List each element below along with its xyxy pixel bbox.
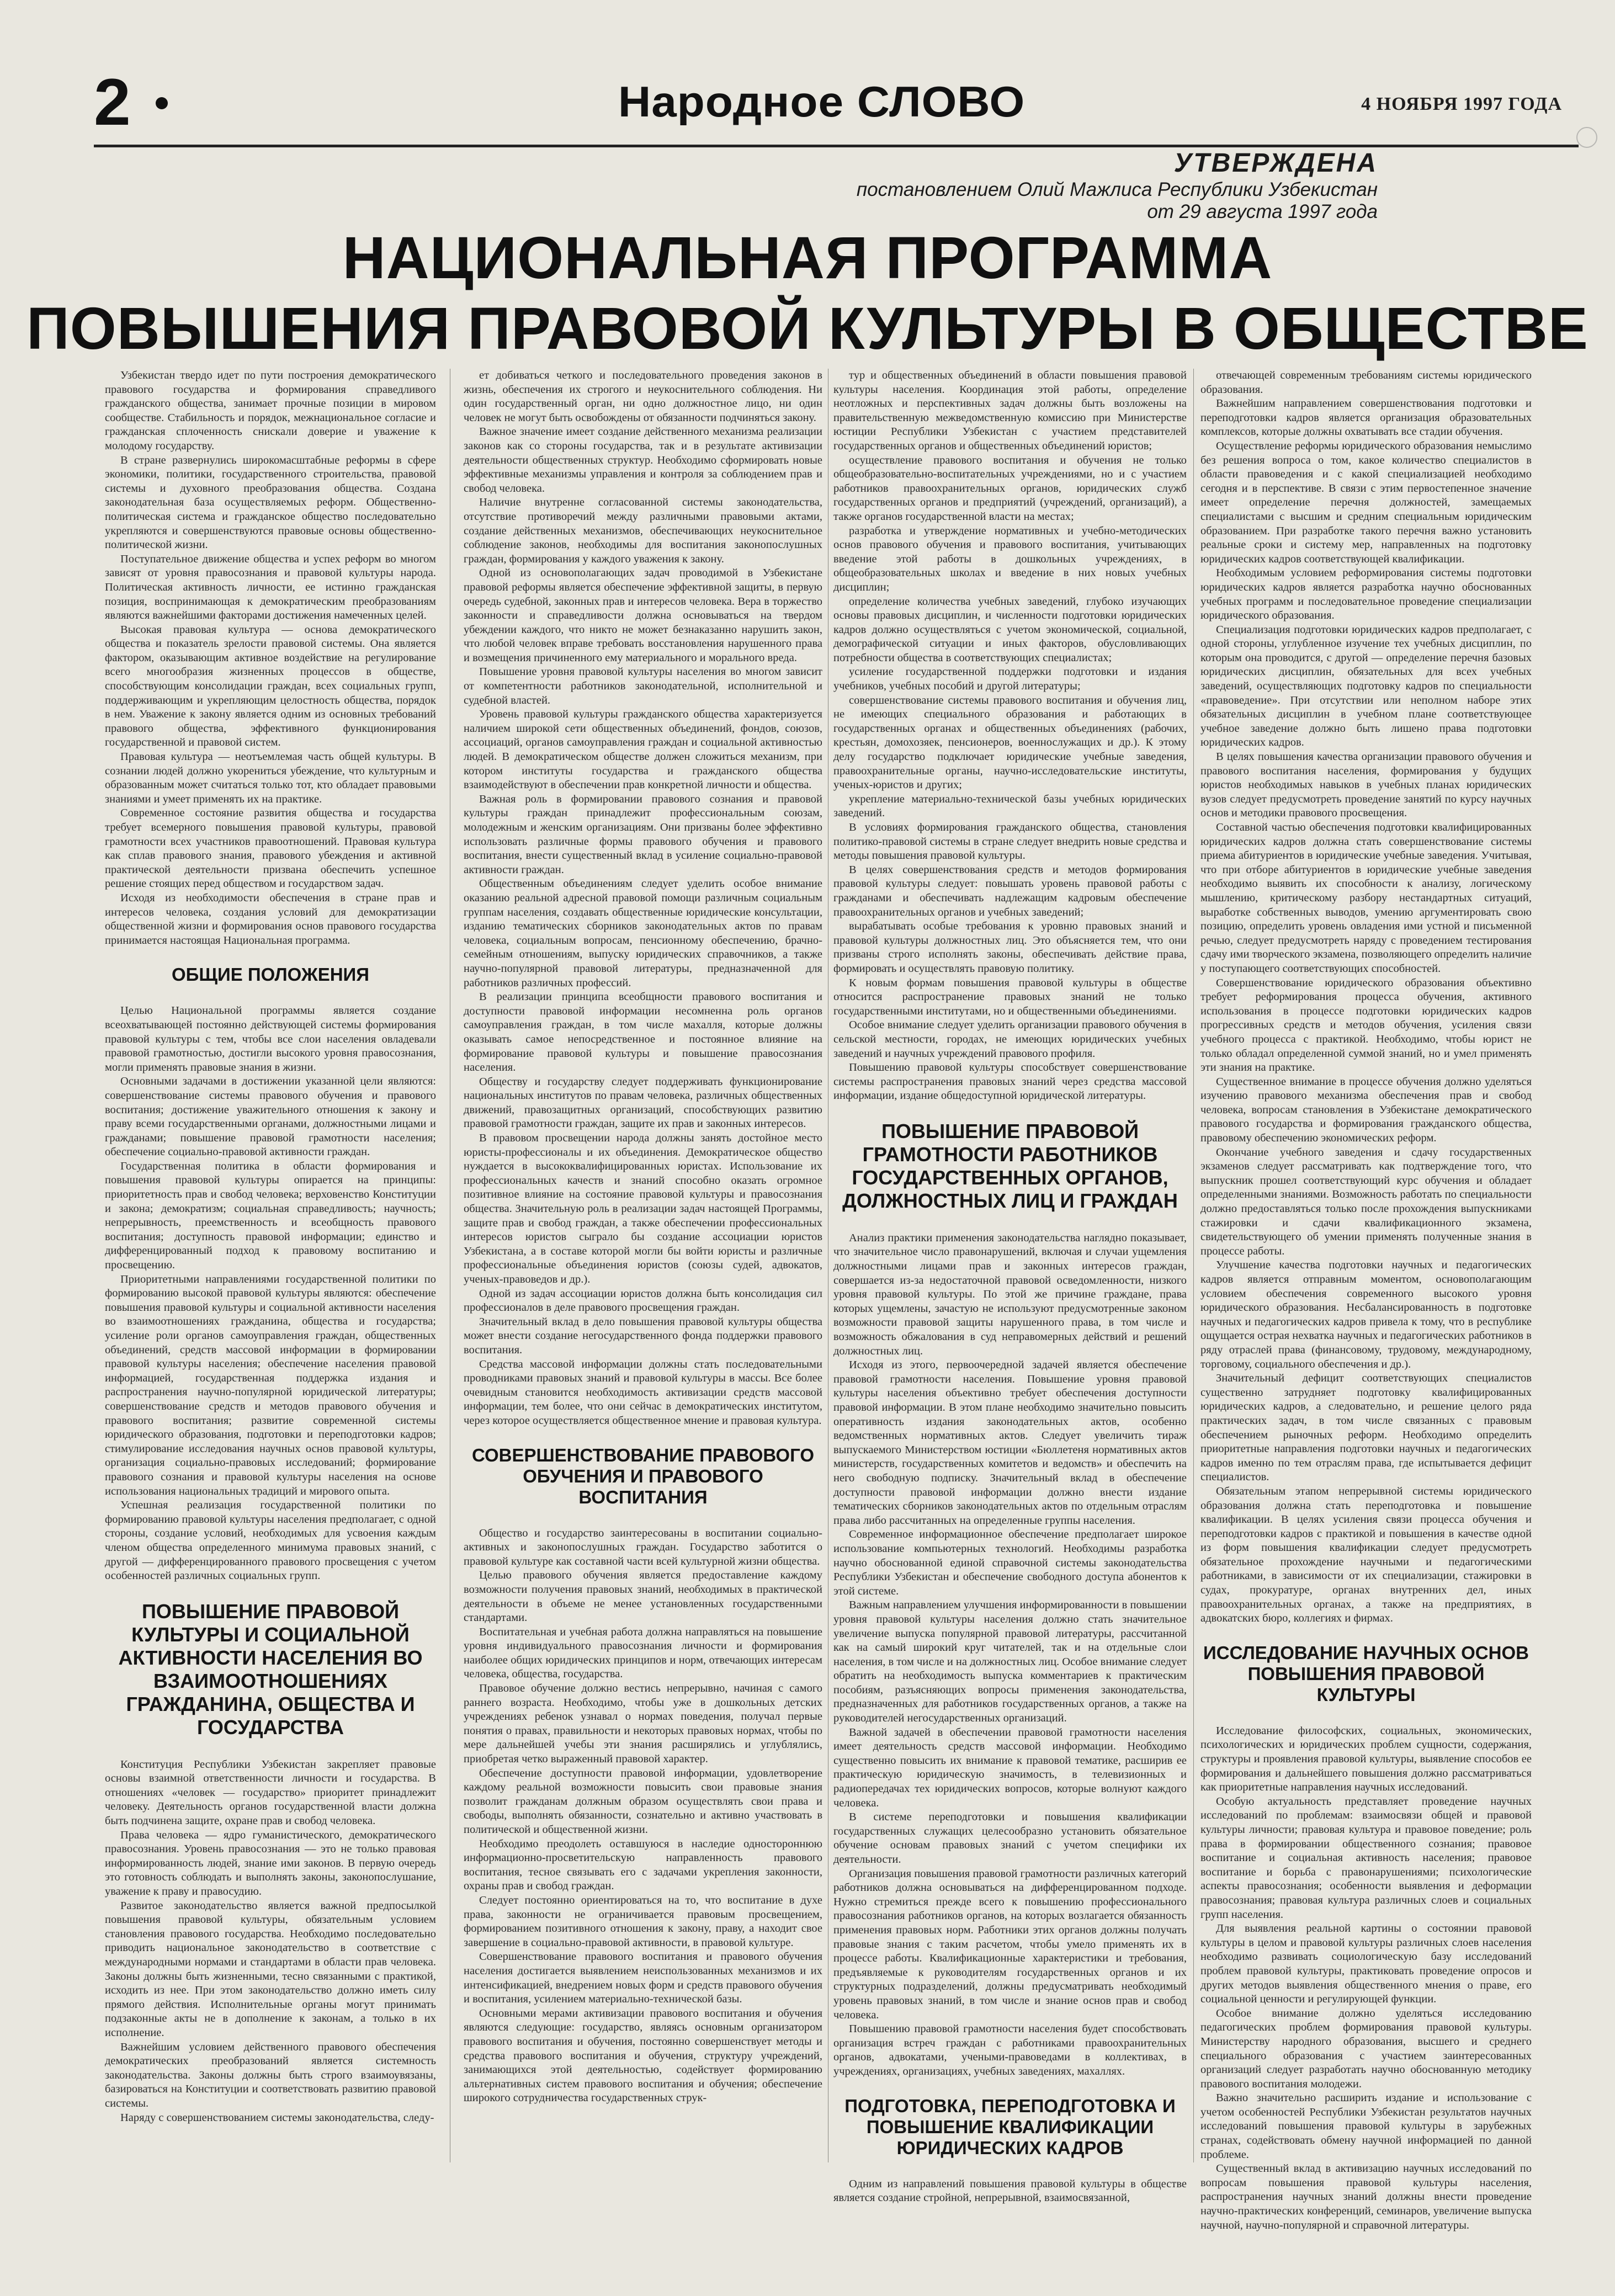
paragraph: Наличие внутренне согласованной системы законодательства, отсутствие противоречий между различными правовыми актами, создание действенных механизмов, обеспечивающих неукоснительное соблюдение законов, необходимы для воспитания законопослушных граждан, формирования у каждого уважения к закону. xyxy=(464,496,822,565)
approval-title: УТВЕРЖДЕНА xyxy=(1173,148,1378,178)
paragraph: Для выявления реальной картины о состоянии правовой культуры в целом и правовой культуры различных слоев населения необходимо развивать социологическую базу исследований проблем правовой культуры, практиковать проведение опросов и других методов выявления общественного мнения о праве, его социальной ценности и регулирующей функции. xyxy=(1200,1922,1532,2006)
paragraph: В правовом просвещении народа должны занять достойное место юристы-профессионалы и их объединения. Демократическое общество нуждается в высококвалифицированных юристах. Использование их профессиональных качеств и знаний способно оказать огромное позитивное влияние на состояние правовой культуры и правосознания общества. Значительную роль в реализации задач настоящей Программы, защите прав и свобод граждан, а также обеспечении профессиональных интересов юристов сыграло бы создание ассоциации юристов Узбекистана, а в составе которой могли бы войти юристы и различные профессиональные объединения юристов (союзы судей, адвокатов, ученых-правоведов и др.). xyxy=(464,1132,822,1285)
paragraph: Целью Национальной программы является создание всеохватывающей постоянно действующей системы формирования правовой культуры с тем, чтобы все слои населения овладевали правовой грамотностью, достигли высокого уровня правосознания, могли применять правовые знания в жизни. xyxy=(105,1005,436,1073)
paragraph: Уровень правовой культуры гражданского общества характеризуется наличием широкой сети общественных объединений, фондов, союзов, ассоциаций, органов самоуправления граждан и социальной активностью людей. В демократическом обществе должен сложиться механизм, при котором институты государства и гражданского общества взаимодействуют в обеспечении прав конкретной личности и общества. xyxy=(464,708,822,791)
paragraph: Воспитательная и учебная работа должна направляться на повышение уровня индивидуального правосознания личности и формирования наиболее общих юридических принципов и норм, отвечающих интересам человека, общества, государства. xyxy=(464,1625,822,1681)
column-1 xyxy=(105,369,436,2190)
headline-line-1: НАЦИОНАЛЬНАЯ ПРОГРАММА xyxy=(342,224,1273,291)
paragraph: Государственная политика в области формирования и повышения правовой культуры опирается на принципы: приоритетность прав и свобод человека; верховенство Конституции и закона; демократизм; социальная справедливость; научность; непрерывность, преемственность и всеобщность правового воспитания; доступность правовой информации; единство и дифференцированный подход к правовому воспитанию и просвещению. xyxy=(105,1160,436,1272)
paragraph: Повышению правовой грамотности населения будет способствовать организация встреч граждан с работниками правоохранительных органов, адвокатами, учеными-правоведами в коллективах, в учреждениях, организациях, учебных заведениях, махаллях. xyxy=(833,2023,1187,2077)
paragraph: Основными задачами в достижении указанной цели являются: совершенствование системы правового обучения и правового воспитания; достижение уважительного отношения к закону и праву всеми государственными органами, должностными лицами и гражданами; повышение правовой грамотности населения; обеспечение социально-правовой активности граждан. xyxy=(105,1075,436,1158)
margin-mark xyxy=(1576,127,1597,148)
paragraph: В целях повышения качества организации правового обучения и правового воспитания населения, формирования у будущих юристов необходимых навыков в учебных планах юридических вузов следует предусмотреть проведение занятий по курсу научных основ и методики правового просвещения. xyxy=(1200,751,1532,820)
paragraph: Исходя из необходимости обеспечения в стране прав и интересов человека, создания условий для демократизации общественной жизни и формирования основ правового государства принимается настоящая Национальная программа. xyxy=(105,891,436,947)
paragraph: определение количества учебных заведений, глубоко изучающих основы правовых дисциплин, и численности подготовки юридических кадров должно осуществляться с учетом экономической, социальной, демографической ситуации и иных факторов, обусловливающих потребности общества в соответствующих специалистах; xyxy=(833,595,1187,664)
paragraph: отвечающей современным требованиям системы юридического образования. xyxy=(1200,369,1532,396)
column-4 xyxy=(1200,369,1532,2231)
paragraph: Существенное внимание в процессе обучения должно уделяться изучению правового механизма обеспечения прав и свобод человека, вопросам становления в Узбекистане демократического правового государства и формирования гражданского общества, правовому обеспечению экономических реформ. xyxy=(1200,1075,1532,1145)
paragraph: Совершенствование юридического образования объективно требует реформирования процесса обучения, активного использования в процессе подготовки юридических кадров прогрессивных средств и методов обучения, усиления связи учебного процесса с практикой. Необходимо, чтобы юрист не только обладал определенной суммой знаний, но и умел применять эти знания на практике. xyxy=(1200,976,1532,1074)
newspaper-title: Народное СЛОВО xyxy=(618,77,1026,126)
paragraph: Организация повышения правовой грамотности различных категорий работников должна основываться на дифференцированном подходе. Нужно стремиться прежде всего к повышению профессионального правосознания работников органов, на которых возлагается обязанность применения правовых норм. Работники этих органов должны получать правовые знания с таким расчетом, чтобы умело применять их в процессе работы. Квалификационные характеристики и требования, предъявляемые к руководителям государственных органов и их структурных подразделений, должны предусматривать необходимый уровень правовых знаний, в том числе и знание основ прав и свобод человека. xyxy=(833,1867,1187,2021)
paragraph: Особое внимание следует уделить организации правового обучения в сельской местности, городах, не имеющих юридических учебных заведений и научных учреждений правового профиля. xyxy=(833,1019,1187,1060)
paragraph: совершенствование системы правового воспитания и обучения лиц, не имеющих специального образования и работающих в государственных органах и общественных объединениях (рабочих, крестьян, домохозяек, пенсионеров, военнослужащих и др.). К этому делу государство подключает юридические учебные заведения, правоохранительные органы, научно-исследовательские институты, ученых-юристов и других; xyxy=(833,694,1187,791)
paragraph: Необходимым условием реформирования системы подготовки юридических кадров является разработка научно обоснованных учебных программ и последовательное проведение специализации юридического образования. xyxy=(1200,567,1532,622)
paragraph: Целью правового обучения является предоставление каждому возможности получения правовых знаний, необходимых в практической деятельности в объеме не менее установленных государственными стандартами. xyxy=(464,1569,822,1624)
paragraph: Одним из направлений повышения правовой культуры в обществе является создание стройной, непрерывной, взаимосвязанной, xyxy=(833,2177,1187,2204)
column-3 xyxy=(833,369,1187,2204)
paragraph: Значительный вклад в дело повышения правовой культуры общества может внести создание негосударственного фонда поддержки правового воспитания. xyxy=(464,1315,822,1356)
approval-block xyxy=(660,148,1378,223)
paragraph: Развитое законодательство является важной предпосылкой повышения правовой культуры, обязательным условием становления правового государства. Необходимо последовательно приводить национальное законодательство в соответствие с международными нормами и стандартами в области прав человека. Законы должны быть жизненными, тесно связанными с практикой, исходить из нее. При этом законодательство должно иметь силу прямого действия. Исполнительные органы могут принимать подзаконные акты не в дополнение к законам, а только в их исполнение. xyxy=(105,1899,436,2039)
approval-line-1: постановлением Олий Мажлиса Республики Узбекистан xyxy=(856,179,1378,200)
paragraph: Важным направлением улучшения информированности в повышении уровня правовой культуры населения должно стать значительное увеличение выпуска популярной правовой литературы, рассчитанной как на самый широкий круг читателей, так и на отдельные слои населения, в том числе и на должностных лиц. Особое внимание следует обратить на необходимость выпуска комментариев к практическим пособиям, разъясняющих вопросы применения законодательства, предназначенных для работников государственных органов, а также на руководителей негосударственных организаций. xyxy=(833,1599,1187,1725)
paragraph: Значительный дефицит соответствующих специалистов существенно затрудняет подготовку квалифицированных юридических кадров, а следовательно, и решение целого ряда практических задач, в том числе связанных с правовым обеспечением рыночных реформ. Необходимо определить приоритетные направления подготовки научных и педагогических кадров именно по тем отраслям права, где испытывается дефицит специалистов. xyxy=(1200,1372,1532,1484)
paragraph: Существенный вклад в активизацию научных исследований по вопросам повышения правовой культуры населения, распространения научных знаний должны внести проведение научно-практических конференций, семинаров, увеличение выпуска научной, научно-популярной и справочной литературы. xyxy=(1200,2162,1532,2231)
paragraph: тур и общественных объединений в области повышения правовой культуры населения. Координация этой работы, определение неотложных и перспективных задач должны быть возложены на правительственную межведомственную комиссию при Министерстве юстиции Республики Узбекистан с участием представителей государственных органов и общественных объединений юристов; xyxy=(833,369,1187,452)
section-heading-legal-education: СОВЕРШЕНСТВОВАНИЕ ПРАВОВОГО ОБУЧЕНИЯ И ПРАВОВОГО ВОСПИТАНИЯ xyxy=(471,1444,815,1507)
paragraph: Исследование философских, социальных, экономических, психологических и юридических проблем сущности, содержания, структуры и проявления правовой культуры, выявление способов ее формирования и дальнейшего повышения должно рассматриваться как приоритетные направления научных исследований. xyxy=(1200,1724,1532,1794)
paragraph: Наряду с совершенствованием системы законодательства, следу- xyxy=(120,2111,434,2124)
masthead-rule xyxy=(94,145,1579,147)
paragraph: усиление государственной поддержки подготовки и издания учебников, учебных пособий и другой литературы; xyxy=(833,666,1187,693)
paragraph: Важное значение имеет создание действенного механизма реализации законов как со стороны государства, так и в результате активизации деятельности общественных структур. Необходимо сформировать новые эффективные механизмы управления и контроля за соблюдением прав и свобод человека. xyxy=(464,426,822,495)
paragraph: Права человека — ядро гуманистического, демократического правосознания. Уровень правосознания — это не только правовая информированность людей, знание ими законов. В первую очередь это готовность соблюдать и выполнять законы, законопослушание, уважение к праву и правосудию. xyxy=(105,1829,436,1898)
issue-date: 4 НОЯБРЯ 1997 ГОДА xyxy=(1361,94,1562,114)
paragraph: Правовая культура — неотъемлемая часть общей культуры. В сознании людей должно укорениться убеждение, что культурным и образованным может считаться только тот, кто обладает правовыми знаниями и умеет применять их на практике. xyxy=(105,751,436,805)
section-heading-general-provisions: ОБЩИЕ ПОЛОЖЕНИЯ xyxy=(172,964,369,985)
paragraph: Одной из задач ассоциации юристов должна быть консолидация сил профессионалов в деле правового просвещения граждан. xyxy=(464,1287,822,1314)
paragraph: вырабатывать особые требования к уровню правовых знаний и правовой культуры должностных лиц. Это объясняется тем, что они призваны строго исполнять законы, обеспечивать действие права, формировать и осуществлять правовую политику. xyxy=(833,920,1187,975)
masthead xyxy=(94,66,1562,138)
paragraph: Окончание учебного заведения и сдачу государственных экзаменов следует рассматривать как подтверждение того, что выпускник прошел соответствующий курс обучения и обладает определенными знаниями. Возможность работать по специальности должно предоставляться только после прохождения выпускниками стажировки и сдачи квалификационного экзамена, свидетельствующего об умении применять полученные знания в процессе работы. xyxy=(1200,1146,1532,1257)
paragraph: Современное информационное обеспечение предполагает широкое использование компьютерных технологий. Необходимы разработка научно обоснованной единой справочной системы законодательства Республики Узбекистан и обеспечение свободного доступа абонентов к этой системе. xyxy=(833,1528,1187,1597)
paragraph: Обеспечение доступности правовой информации, удовлетворение каждому реальной возможности повысить свои правовые знания позволит гражданам должным образом осуществлять свои права и свободы, выполнять обязанности, сознательно и активно участвовать в политической и общественной жизни. xyxy=(464,1767,822,1836)
section-heading-scientific-research: ИССЛЕДОВАНИЕ НАУЧНЫХ ОСНОВ ПОВЫШЕНИЯ ПРАВОВОЙ КУЛЬТУРЫ xyxy=(1203,1642,1529,1705)
paragraph: Особое внимание должно уделяться исследованию педагогических проблем формирования правовой культуры. Министерству народного образования, высшего и среднего специального образования с участием заинтересованных организаций следует разработать научно обоснованную методику правового воспитания молодежи. xyxy=(1200,2007,1532,2090)
headline-line-2: ПОВЫШЕНИЯ ПРАВОВОЙ КУЛЬТУРЫ В ОБЩЕСТВЕ xyxy=(26,295,1589,362)
paragraph: Важнейшим условием действенного правового обеспечения демократических преобразований является системность законодательства. Законы должны быть строго взаимоувязаны, базироваться на Конституции и соответствовать развитию правовой системы. xyxy=(105,2040,436,2109)
paragraph: Общественным объединениям следует уделить особое внимание оказанию реальной адресной правовой помощи различным социальным группам населения, создавать общественные юридические консультации, изданию тематических сборников законодательных актов по правам человека, социальным вопросам, пенсионному обеспечению, брачно-семейным отношениям, выпуску юридических справочников, а также научно-популярной правовой литературы, предназначенной для работников различных профессий. xyxy=(464,878,822,989)
approval-line-2: от 29 августа 1997 года xyxy=(1147,201,1378,222)
paragraph: В реализации принципа всеобщности правового воспитания и доступности правовой информации несомненна роль органов самоуправления граждан, в том числе махалля, которые должны оказывать самое непосредственное и постоянное влияние на формирование правовой культуры и повышение правосознания населения. xyxy=(464,991,822,1074)
paragraph: Совершенствование правового воспитания и правового обучения населения достигается выявлением неиспользованных механизмов и их интенсификацией, внедрением новых форм и средств правового обучения и воспитания, усилением материально-технической базы. xyxy=(464,1950,822,2006)
page-number: 2 xyxy=(94,65,131,139)
paragraph: Средства массовой информации должны стать последовательными проводниками правовых знаний и правовой культуры в массы. Все более очевидным становится необходимость активизации средств массовой информации, тем более, что они сейчас в демократических институтом, через которое осуществляется общественное мнение и правовая культура. xyxy=(464,1358,822,1427)
paragraph: Специализация подготовки юридических кадров предполагает, с одной стороны, углубленное изучение тех учебных дисциплин, по которым она проводится, с другой — определение перечня базовых юридических дисциплин, обязательных для всех учебных заведений, осуществляющих подготовку кадров по специальности «правоведение». При отсутствии или неполном наборе этих обязательных дисциплин в учебном плане соответствующее учебное заведение должно быть лишено права подготовки юридических кадров. xyxy=(1200,623,1532,749)
paragraph: Повышение уровня правовой культуры населения во многом зависит от компетентности работников законодательной, исполнительной и судебной властей. xyxy=(464,666,822,706)
paragraph: разработка и утверждение нормативных и учебно-методических основ правового обучения и правового воспитания, учитывающих введение этой работы в дошкольных учреждениях, в общеобразовательных школах и введение в них новых учебных дисциплин; xyxy=(833,524,1187,593)
paragraph: Важной задачей в обеспечении правовой грамотности населения имеет деятельность средств массовой информации. Необходимо существенно повысить их внимание к правовой тематике, расширив ее практическую юридическую значимость, в телевизионных и радиопередачах тех юридических вопросов, которые волнуют каждого человека. xyxy=(833,1726,1187,1809)
paragraph: Узбекистан твердо идет по пути построения демократического правового государства и формирования справедливого гражданского общества, занимает прочные позиции в мировом сообществе. Стабильность и порядок, межнациональное согласие и гражданская сплоченность снискали доверие и уважение к молодому государству. xyxy=(105,369,436,452)
paragraph: Современное состояние развития общества и государства требует всемерного повышения правовой культуры, правовой грамотности всех участников правоотношений. Правовая культура как сплав правового знания, правового убеждения и активной практической деятельности призвана обеспечить успешное решение стоящих перед обществом и государством задач. xyxy=(105,807,436,890)
paragraph: Осуществление реформы юридического образования немыслимо без решения вопроса о том, какое количество специалистов в области правоведения и с какой специализацией необходимо сегодня и в перспективе. В связи с этим первостепенное значение имеет определение перечня должностей, замещаемых специалистами с высшим и средним специальным юридическим образованием. При разработке такого перечня важно установить реальные сроки и систему мер, направленных на подготовку юридических кадров соответствующей квалификации. xyxy=(1200,439,1532,565)
paragraph: В системе переподготовки и повышения квалификации государственных служащих целесообразно установить обязательное обучение основам правовых знаний с учетом специфики их деятельности. xyxy=(833,1811,1187,1866)
section-heading-legal-personnel: ПОДГОТОВКА, ПЕРЕПОДГОТОВКА И ПОВЫШЕНИЕ КВАЛИФИКАЦИИ ЮРИДИЧЕСКИХ КАДРОВ xyxy=(844,2095,1176,2158)
paragraph: Важная роль в формировании правового сознания и правовой культуры граждан принадлежит профессиональным союзам, молодежным и женским организациям. Они призваны более эффективно использовать различные формы правового обучения и правового воспитания, внести существенный вклад в усиление социально-правовой активности граждан. xyxy=(464,793,822,876)
section-heading-legal-literacy: ПОВЫШЕНИЕ ПРАВОВОЙ ГРАМОТНОСТИ РАБОТНИКОВ ГОСУДАРСТВЕННЫХ ОРГАНОВ, ДОЛЖНОСТНЫХ ЛИЦ И ГРАЖДАН xyxy=(842,1119,1178,1212)
paragraph: Приоритетными направлениями государственной политики по формированию высокой правовой культуры являются: обеспечение повышения правовой культуры и социальной активности населения во взаимоотношениях гражданина, общества и государства; усиление роли органов самоуправления граждан, общественных объединений, средств массовой информации в формировании правовой культуры населения; обеспечение населения правовой информацией, государственная поддержка издания и распространения научно-популярной юридической литературы; совершенствование средств и методов правового обучения и правового воспитания; развитие современной системы юридического образования, подготовки и переподготовки кадров; стимулирование исследования научных основ правовой культуры, организация социально-правовых исследований; формирование правового сознания и правовой культуры населения на основе использования национальных традиций и мирового опыта. xyxy=(105,1273,436,1497)
paragraph: Основными мерами активизации правового воспитания и обучения являются следующие: государство, являясь основным организатором правового воспитания и обучения, постоянно совершенствует методы и средства правового воспитания и обучения, структуру учреждений, занимающихся этой деятельностью, содействует формированию альтернативных систем правового воспитания и обучения; обеспечение широкого сотрудничества государственных струк- xyxy=(464,2007,822,2104)
paragraph: Успешная реализация государственной политики по формированию правовой культуры населения предполагает, с одной стороны, создание условий, необходимых для усвоения каждым членом общества определенного минимума правовых знаний, с другой — дифференцированного правового просвещения с учетом особенностей различных социальных групп. xyxy=(105,1499,436,1582)
paragraph: Конституция Республики Узбекистан закрепляет правовые основы взаимной ответственности личности и государства. В отношениях «человек — государство» приоритет принадлежит человеку. Деятельность органов государственной власти должна быть подчинена защите, охране прав и свобод человека. xyxy=(105,1758,436,1827)
paragraph: Важнейшим направлением совершенствования подготовки и переподготовки кадров является организация образовательных комплексов, которые должны охватывать все стадии обучения. xyxy=(1200,397,1532,438)
paragraph: Следует постоянно ориентироваться на то, что воспитание в духе права, законности не ограничивается правовым просвещением, формированием позитивного отношения к закону, праву, а находит свое завершение в социально-правовой активности, в правовой культуре. xyxy=(464,1894,822,1949)
paragraph: Обязательным этапом непрерывной системы юридического образования должна стать переподготовка и повышение квалификации. В целях усиления связи процесса обучения и переподготовки кадров с практикой и повышения в качестве одной из форм повышения квалификации следует предусмотреть обязательное прохождение научными и педагогическими работниками, в зависимости от их специализации, стажировки в судах, прокуратуре, органах внутренних дел, иных правоохранительных органах, а также на предприятиях, в адвокатских бюро, коллегиях и фирмах. xyxy=(1200,1485,1532,1625)
paragraph: ет добиваться четкого и последовательного проведения законов в жизнь, обеспечения их строгого и неукоснительного соблюдения. Ни один государственный орган, ни одно должностное лицо, ни один человек не могут быть освобождены от обязанности подчиняться закону. xyxy=(464,369,822,424)
paragraph: Составной частью обеспечения подготовки квалифицированных юридических кадров должна стать совершенствование системы приема абитуриентов в юридические учебные заведения. Учитывая, что при отборе абитуриентов в юридические учебные заведения необходимо выявить их способности к анализу, логическому мышлению, критическому разбору нестандартных ситуаций, выработке собственных выводов, умению аргументировать свою позицию, определить уровень овладения ими устной и письменной речью, следует предусмотреть наряду с проведением тестирования сдачу ими творческого экзамена, позволяющего определить наличие у поступающего соответствующих способностей. xyxy=(1200,821,1532,975)
column-2 xyxy=(464,369,822,2190)
paragraph: Общество и государство заинтересованы в воспитании социально-активных и законопослушных граждан. Государство заботится о правовой культуре как составной части всей культурной жизни общества. xyxy=(464,1527,822,1567)
paragraph: укрепление материально-технической базы учебных юридических заведений. xyxy=(833,793,1187,820)
paragraph: Правовое обучение должно вестись непрерывно, начиная с самого раннего возраста. Необходимо, чтобы уже в дошкольных детских учреждениях ребенок узнавал о нормах поведения, получал первые понятия о правах, правильности и некоторых правовых нормах, чтобы по мере дальнейшей учебы эти знания расширялись и углублялись, приобретая четко выраженный правовой характер. xyxy=(464,1682,822,1766)
paragraph: Высокая правовая культура — основа демократического общества и показатель зрелости правовой системы. Она является фактором, оказывающим активное воздействие на регулирование всего многообразия жизненных процессов в обществе, способствующим консолидации граждан, всех социальных групп, поддерживающим и укрепляющим целостность общества, порядок в нем. Уважение к закону является одним из основных требований правового общества, эффективного функционирования государственной и правовой систем. xyxy=(105,623,436,749)
paragraph: Обществу и государству следует поддерживать функционирование национальных институтов по правам человека, различных общественных движений, правозащитных организаций, способствующих развитию правовой грамотности граждан, защите их прав и законных интересов. xyxy=(464,1075,822,1130)
page-number-dot xyxy=(156,97,168,109)
paragraph: Одной из основополагающих задач проводимой в Узбекистане правовой реформы является обеспечение эффективной защиты, в первую очередь судебной, законных прав и интересов человека. Вера в торжество законности и справедливости должна основываться на твердом убеждении каждого, что никто не может безнаказанно нарушить закон, что любой человек вправе требовать восстановления нарушенного права и возмещения причиненного ему материального и морального вреда. xyxy=(464,567,822,664)
paragraph: В условиях формирования гражданского общества, становления политико-правовой системы в стране следует внедрить новые средства и методы повышения правовой культуры. xyxy=(833,821,1187,862)
paragraph: осуществление правового воспитания и обучения не только общеобразовательно-воспитательных учреждениями, но и с участием работников правоохранительных органов, юридических служб государственных органов и предприятий (учреждений, организаций), а также органов государственной власти на местах; xyxy=(833,454,1187,523)
section-heading-social-activity: ПОВЫШЕНИЕ ПРАВОВОЙ КУЛЬТУРЫ И СОЦИАЛЬНОЙ АКТИВНОСТИ НАСЕЛЕНИЯ ВО ВЗАИМООТНОШЕНИЯХ ГРАЖДАНИНА, ОБЩЕСТВА И ГОСУДАРСТВА xyxy=(118,1599,423,1739)
paragraph: Повышению правовой культуры способствует совершенствование системы распространения правовых знаний через средства массовой информации, издание общедоступной юридической литературы. xyxy=(833,1061,1187,1102)
paragraph: Поступательное движение общества и успех реформ во многом зависят от уровня правосознания и правовой культуры народа. Политическая активность личности, ее истинно гражданская позиция, воспринимающая к демократическим преобразованиям являются важнейшими факторами достижения намеченных целей. xyxy=(105,552,436,622)
paragraph: Исходя из этого, первоочередной задачей является обеспечение правовой грамотности населения. Повышение уровня правовой культуры населения объективно требует обеспечения доступности правовой информации. В этом плане необходимо значительно повысить оперативность издания законодательных актов, особенно ведомственных нормативных актов. Следует увеличить тираж выпускаемого Министерством юстиции «Бюллетеня нормативных актов министерств, государственных комитетов и ведомств» и обеспечить на него свободную подписку. Значительный вклад в обеспечение доступности правовой информации должно внести издание тематических сборников законодательных актов по отдельным отраслям права либо рассчитанных на определенные группы населения. xyxy=(833,1359,1187,1527)
paragraph: Важно значительно расширить издание и использование с учетом особенностей Республики Узбекистан результатов научных исследований повышения правовой культуры в зарубежных странах, содействовать обмену научной информацией по данной проблеме. xyxy=(1200,2092,1532,2161)
paragraph: В целях совершенствования средств и методов формирования правовой культуры следует: повышать уровень правовой работы с гражданами и обеспечивать надлежащим кадровым обеспечение правоохранительных органов и учебных заведений; xyxy=(833,863,1187,918)
column-divider xyxy=(1193,369,1194,2162)
paragraph: В стране развернулись широкомасштабные реформы в сфере экономики, политики, государственного строительства, правовой системы и духовного преобразования общества. Создана законодательная база осуществляемых реформ. Общественно-политическая система и гражданское общество последовательно укрепляются и совершенствуются правовые основы общественно-политической жизни. xyxy=(105,454,436,551)
paragraph: Улучшение качества подготовки научных и педагогических кадров является отправным моментом, основополагающим условием обеспечения современного высокого уровня юридического образования. Несбалансированность в подготовке научных и педагогических кадров привела к тому, что в республике ощущается острая нехватка научных и педагогических работников в ряду отраслей права (финансовому, трудовому, международному, торговому, социального обеспечения и др.). xyxy=(1200,1259,1532,1370)
paragraph: Необходимо преодолеть оставшуюся в наследие одностороннюю информационно-просветительскую направленность правового воспитания, тесное связывать его с задачами укрепления законности, охраны прав и свобод граждан. xyxy=(464,1837,822,1893)
paragraph: Особую актуальность представляет проведение научных исследований по проблемам: взаимосвязи общей и правовой культуры личности; правовая культура и правовое поведение; роль права в формировании общественного сознания; правовое воспитание и социальная активность населения; правовое воспитание и борьба с правонарушениями; психологические аспекты правосознания; особенности выявления и деформации правосознания; правовая культура различных слоев и социальных групп населения. xyxy=(1200,1795,1532,1921)
paragraph: Анализ практики применения законодательства наглядно показывает, что значительное число правонарушений, включая и случаи ущемления должностными лицами прав и законных интересов граждан, совершается из-за недостаточной правовой осведомленности, низкого уровня правовой культуры. По этой же причине граждане, права которых ущемлены, зачастую не используют предусмотренные законом возможности правовой защиты нарушенного права, в том числе и возможность обжалования в суд неправомерных действий и решений должностных лиц. xyxy=(833,1231,1187,1357)
paragraph: К новым формам повышения правовой культуры в обществе относится распространение правовых знаний не только государственными институтами, но и общественными объединениями. xyxy=(833,976,1187,1017)
